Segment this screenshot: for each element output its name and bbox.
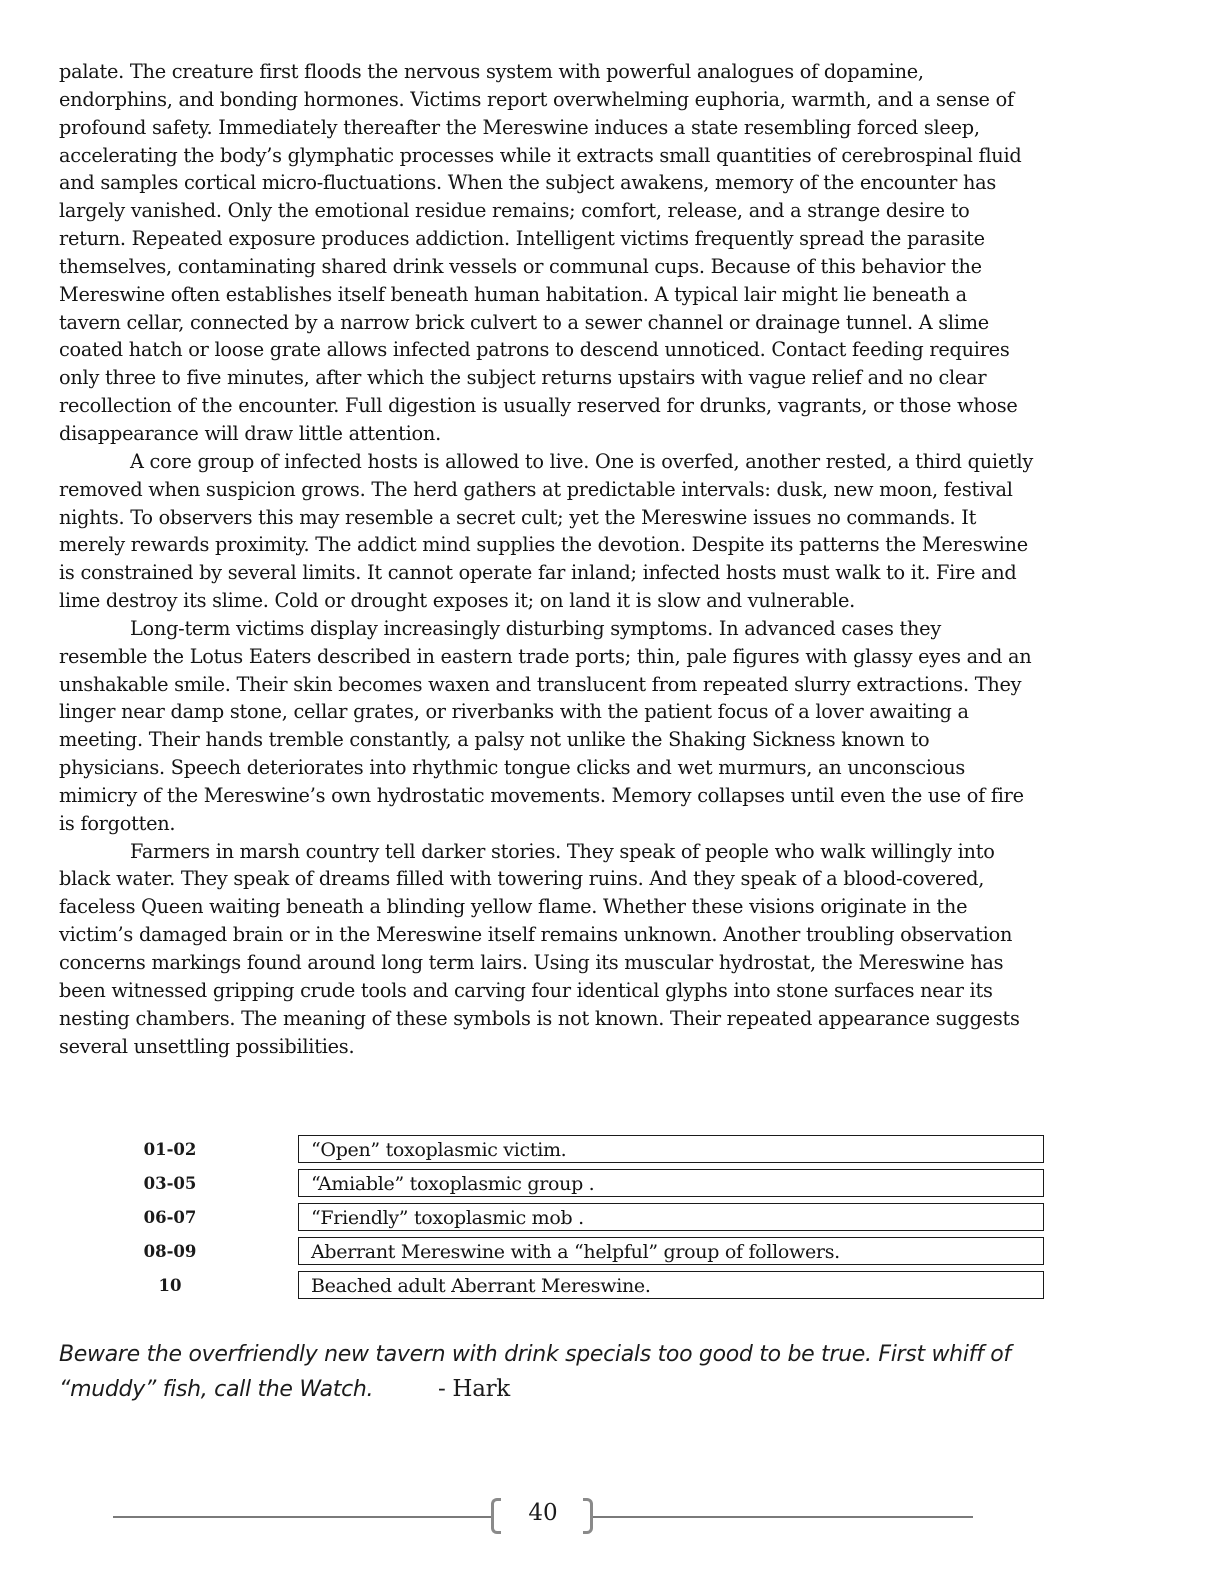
table-row: [120, 1237, 1035, 1267]
page-number: 40: [528, 1500, 558, 1526]
note-signature: - Hark: [437, 1376, 510, 1402]
page-footer: [113, 1494, 973, 1540]
roll-range: 06-07: [143, 1208, 197, 1227]
roll-result: “Amiable” toxoplasmic group .: [298, 1169, 1044, 1197]
left-brace-icon: [491, 1498, 501, 1534]
handwritten-note: [59, 1338, 1039, 1407]
table-row: [120, 1271, 1035, 1301]
paragraph-2: A core group of infected hosts is allowed to live. One is overfed, another rested, a third quietly removed when suspicion grows. The herd gathers at predictable intervals: dusk, new moon, festival nights. To observers this may resemble a secret cult; yet the Mereswine issues no commands. It merely rewards proximity. The addict mind supplies the devotion. Despite its patterns the Mereswine is constrained by several limits. It cannot operate far inland; infected hosts must walk to it. Fire and lime destroy its slime. Cold or drought exposes it; on land it is slow and vulnerable.: [59, 449, 1034, 613]
right-brace-icon: [583, 1498, 593, 1534]
roll-range: 01-02: [143, 1140, 197, 1159]
paragraph-3: Long-term victims display increasingly disturbing symptoms. In advanced cases they resemble the Lotus Eaters described in eastern trade ports; thin, pale figures with glassy eyes and an unshakable smile. Their skin becomes waxen and translucent from repeated slurry extractions. They linger near damp stone, cellar grates, or riverbanks with the patient focus of a lover awaiting a meeting. Their hands tremble constantly, a palsy not unlike the Shaking Sickness known to physicians. Speech deteriorates into rhythmic tongue clicks and wet murmurs, an unconscious mimicry of the Mereswine’s own hydrostatic movements. Memory collapses until even the use of fire is forgotten.: [59, 616, 1032, 835]
roll-result: Beached adult Aberrant Mereswine.: [298, 1271, 1044, 1299]
roll-range: 08-09: [143, 1242, 197, 1261]
note-text: Beware the overfriendly new tavern with drink specials too good to be true. First whiff of “muddy” fish, call the Watch.: [59, 1342, 1011, 1402]
roll-range: 03-05: [143, 1174, 197, 1193]
roll-range: 10: [158, 1276, 182, 1295]
paragraph-1: palate. The creature first floods the nervous system with powerful analogues of dopamine, endorphins, and bonding hormones. Victims report overwhelming euphoria, warmth, and a sense of profound safety. Immediately thereafter the Mereswine induces a state resembling forced sleep, accelerating the body’s glymphatic processes while it extracts small quantities of cerebrospinal fluid and samples cortical micro-fluctuations. When the subject awakens, memory of the encounter has largely vanished. Only the emotional residue remains; comfort, release, and a strange desire to return. Repeated exposure produces addiction. Intelligent victims frequently spread the parasite themselves, contaminating shared drink vessels or communal cups. Because of this behavior the Mereswine often establishes itself beneath human habitation. A typical lair might lie beneath a tavern cellar, connected by a narrow brick culvert to a sewer channel or drainage tunnel. A slime coated hatch or loose grate allows infected patrons to descend unnoticed. Contact feeding requires only three to five minutes, after which the subject returns upstairs with vague relief and no clear recollection of the encounter. Full digestion is usually reserved for drunks, vagrants, or those whose disappearance will draw little attention.: [59, 60, 1022, 445]
paragraph-4: Farmers in marsh country tell darker stories. They speak of people who walk willingly into black water. They speak of dreams filled with towering ruins. And they speak of a blood-covered, faceless Queen waiting beneath a blinding yellow flame. Whether these visions originate in the victim’s damaged brain or in the Mereswine itself remains unknown. Another troubling observation concerns markings found around long term lairs. Using its muscular hydrostat, the Mereswine has been witnessed gripping crude tools and carving four identical glyphs into stone surfaces near its nesting chambers. The meaning of these symbols is not known. Their repeated appearance suggests several unsettling possibilities.: [59, 839, 1020, 1058]
footer-rule-left: [113, 1516, 493, 1518]
table-row: [120, 1203, 1035, 1233]
encounter-roll-table: [120, 1135, 1035, 1305]
table-row: [120, 1169, 1035, 1199]
body-text: [59, 58, 1034, 1060]
roll-result: Aberrant Mereswine with a “helpful” group of followers.: [298, 1237, 1044, 1265]
roll-result: “Open” toxoplasmic victim.: [298, 1135, 1044, 1163]
table-row: [120, 1135, 1035, 1165]
roll-result: “Friendly” toxoplasmic mob .: [298, 1203, 1044, 1231]
footer-rule-right: [593, 1516, 973, 1518]
